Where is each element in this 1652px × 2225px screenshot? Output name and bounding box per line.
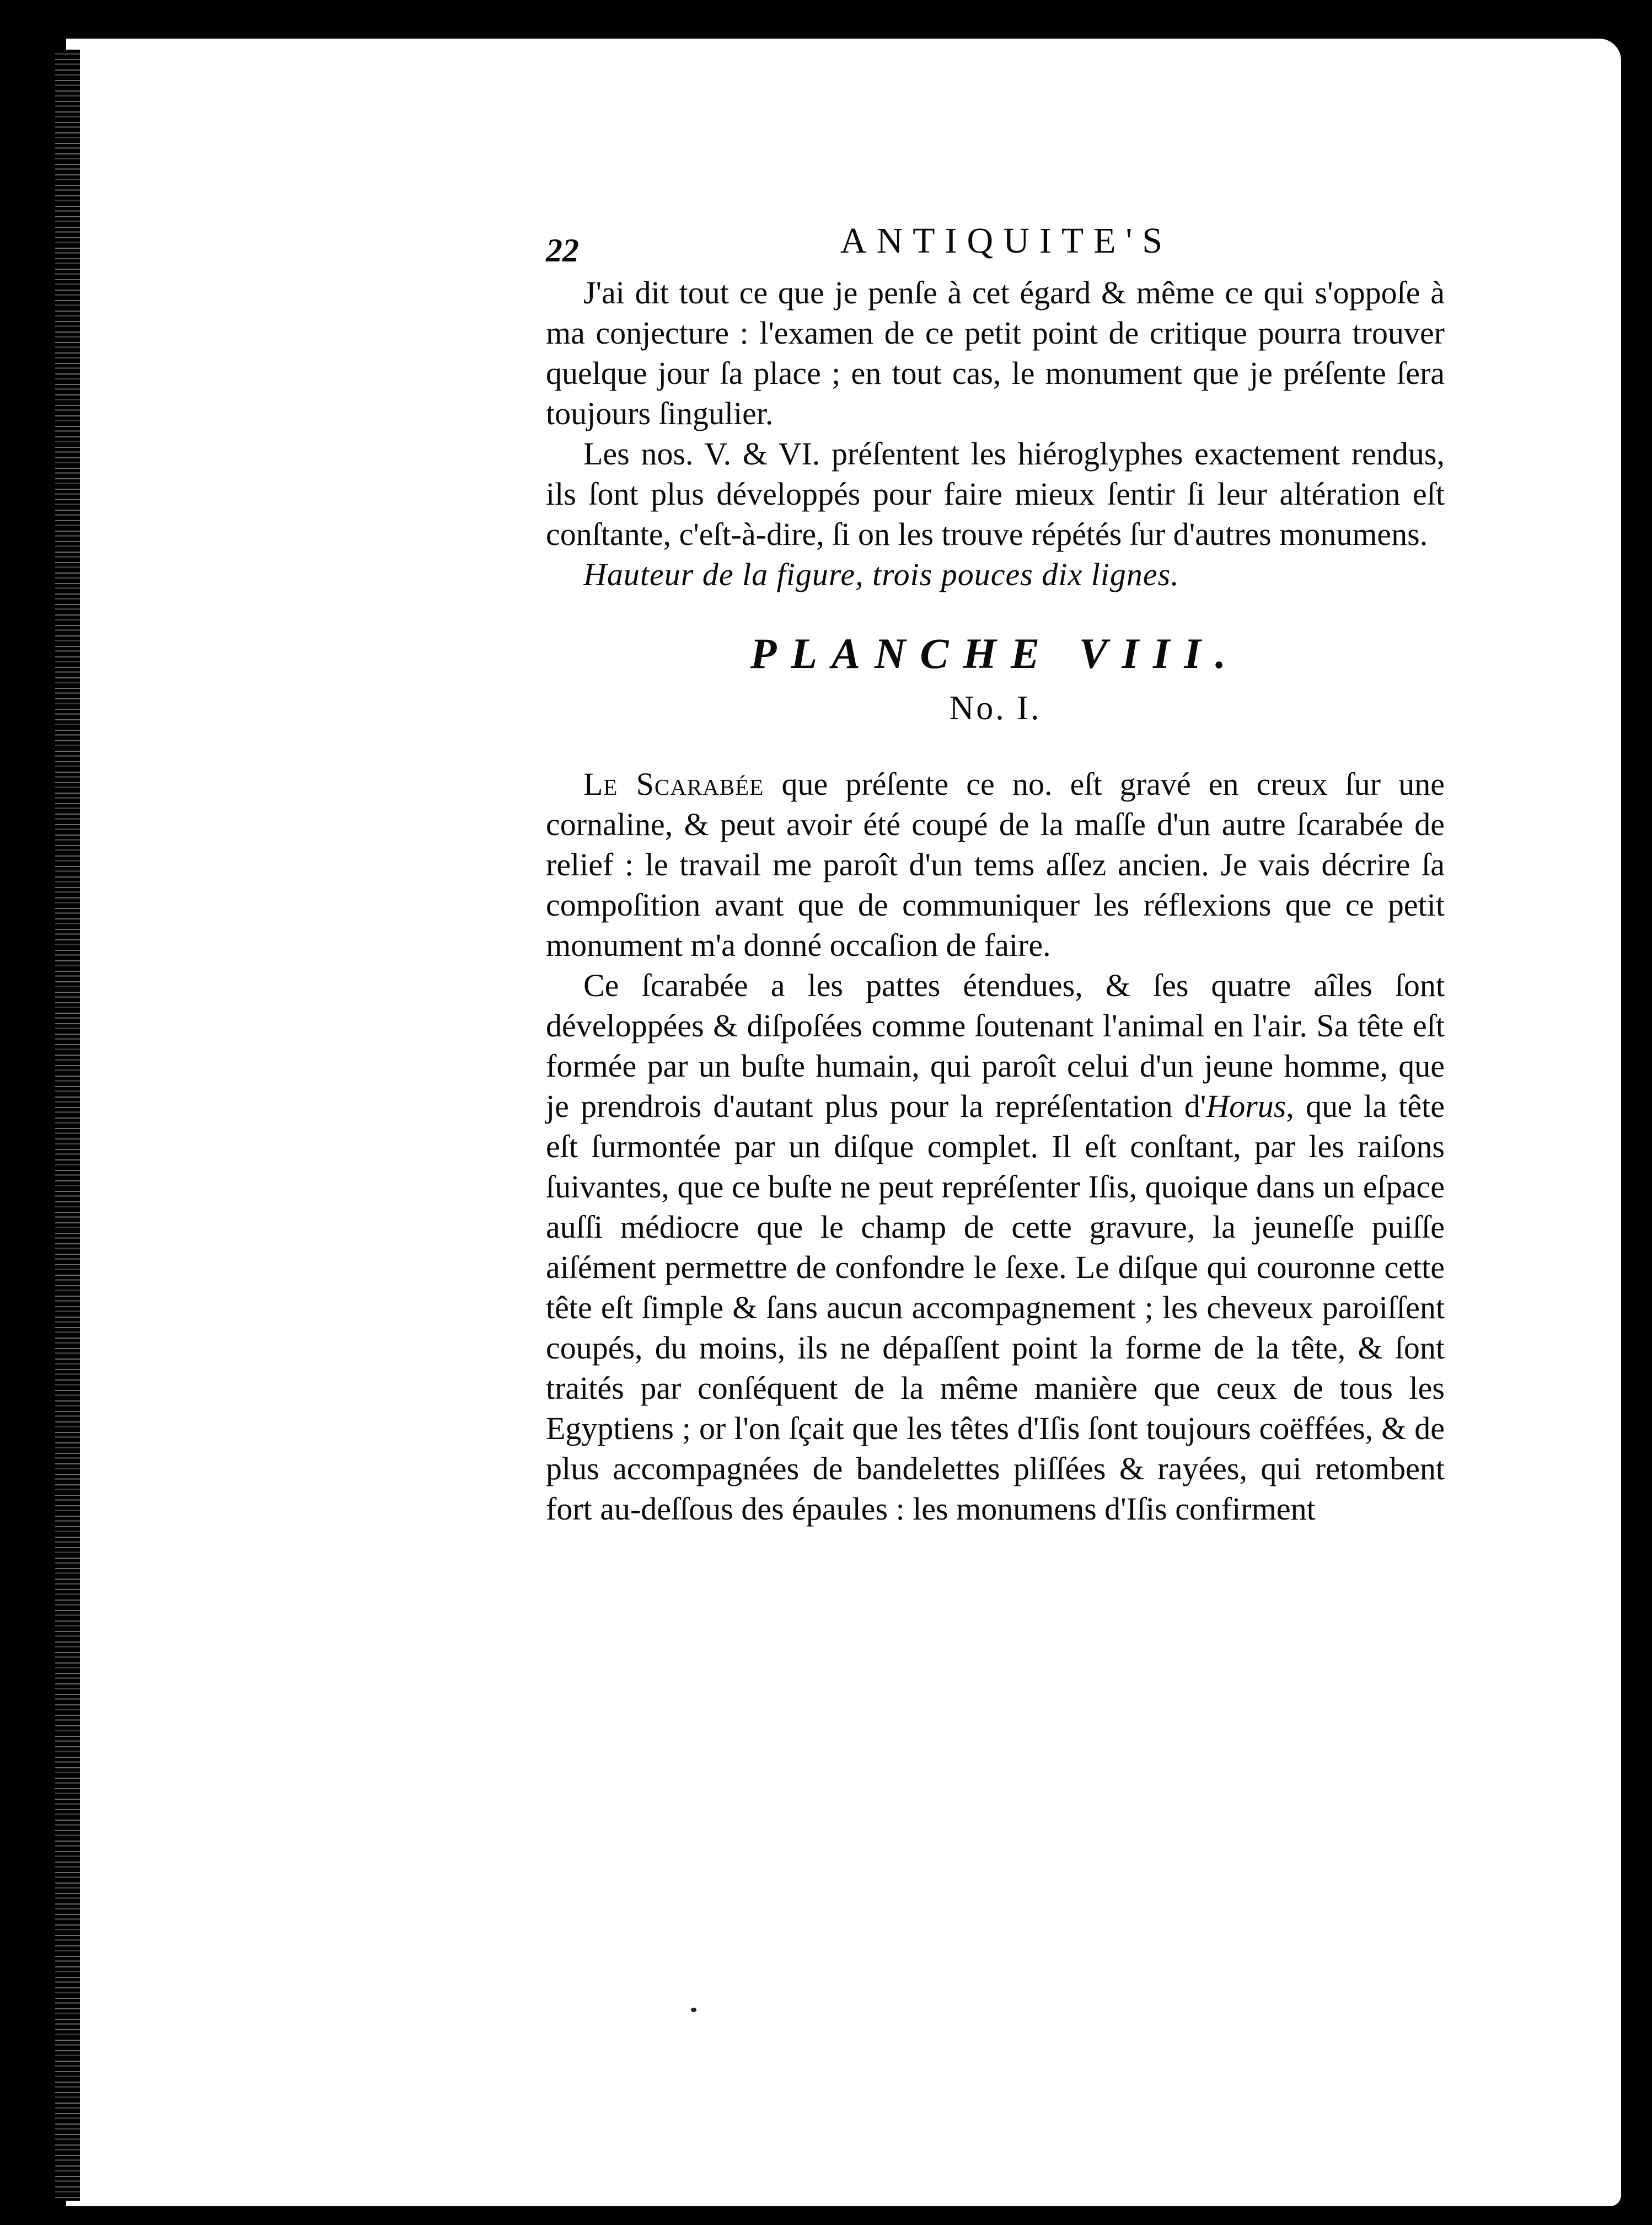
page-number: 22 xyxy=(546,232,579,269)
ink-mark xyxy=(691,2008,696,2012)
plate-number: No. I. xyxy=(949,689,1042,727)
horus-name: Horus xyxy=(1206,1088,1286,1124)
text-block xyxy=(546,221,1445,1529)
scan-edge xyxy=(55,50,80,2201)
paragraph-scarab xyxy=(546,764,1445,965)
paragraph-hieroglyphs: Les nos. V. & VI. préſentent les hiéroglyphes exactement rendus, ils ſont plus développés pour faire mieux ſentir ſi leur altération eſt conſtante, c'eſt-à-dire, ſi on les trouve répétés ſur d'autres monumens. xyxy=(546,436,1445,552)
paragraph-scarab-text: que préſente ce no. eſt gravé en creux ſur une cornaline, & peut avoir été coupé de la maſſe d'un autre ſcarabée de relief : le travail me paroît d'un tems aſſez ancien. Je vais décrire ſa compoſition avant que de communiquer les réflexions que ce petit monument m'a donné occaſion de faire. xyxy=(546,766,1445,963)
paragraph-lead: Le Scarabée xyxy=(583,766,764,802)
paragraph-description-rest: , que la tête eſt ſurmontée par un diſque complet. Il eſt conſtant, par les raiſons ſuivantes, que ce buſte ne peut repréſenter Iſis, quoique dans un eſpace auſſi médiocre que le champ de cette gravure, la jeuneſſe puiſſe aiſément permettre de confondre le ſexe. Le diſque qui couronne cette tête eſt ſimple & ſans aucun accompagnement ; les cheveux paroiſſent coupés, du moins, ils ne dépaſſent point la forme de la tête, & ſont traités par conſéquent de la même manière que ceux de tous les Egyptiens ; or l'on ſçait que les têtes d'Iſis ſont toujours coëffées, & de plus accompagnées de bandelettes pliſſées & rayées, qui retombent fort au-deſſous des épaules : les monumens d'Iſis confirment xyxy=(546,1088,1445,1527)
figure-height: Hauteur de la figure, trois pouces dix lignes. xyxy=(583,557,1179,592)
paragraph-conjecture: J'ai dit tout ce que je penſe à cet égard & même ce qui s'oppoſe à ma conjecture : l'examen de ce petit point de critique pourra trouver quelque jour ſa place ; en tout cas, le monument que je préſente ſera toujours ſingulier. xyxy=(546,275,1445,431)
running-head xyxy=(546,221,1445,270)
paragraph-description-start: Ce ſcarabée a les pattes étendues, & ſes quatre aîles ſont développées & diſpoſées comme ſoutenant l'animal en l'air. Sa tête eſt formée par un buſte humain, qui paroît celui d'un jeune homme, que je prendrois d'autant plus pour la repréſentation d' xyxy=(546,967,1445,1124)
paragraph-description xyxy=(546,965,1445,1529)
running-title: ANTIQUITE'S xyxy=(840,221,1173,261)
plate-heading: PLANCHE VIII. xyxy=(750,629,1241,677)
